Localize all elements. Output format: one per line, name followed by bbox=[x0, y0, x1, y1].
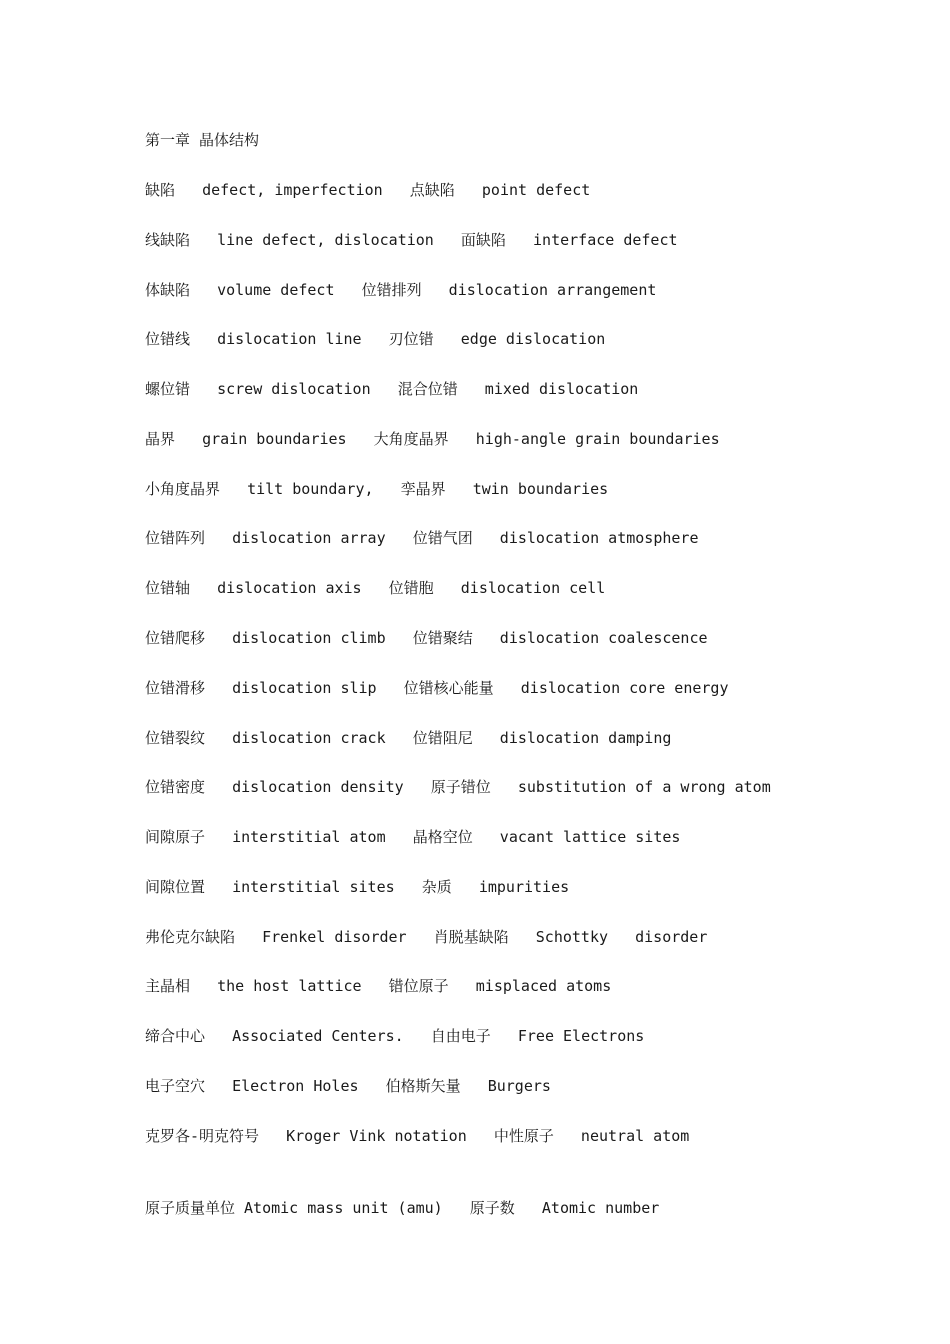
term-line: 位错阵列 dislocation array 位错气团 dislocation atmosphere bbox=[145, 529, 699, 547]
term-line-last: 原子质量单位 Atomic mass unit (amu) 原子数 Atomic number bbox=[145, 1199, 660, 1217]
term-line: 晶界 grain boundaries 大角度晶界 high-angle grain boundaries bbox=[145, 430, 720, 448]
term-line: 间隙位置 interstitial sites 杂质 impurities bbox=[145, 878, 570, 896]
term-line: 位错轴 dislocation axis 位错胞 dislocation cell bbox=[145, 579, 606, 597]
term-line: 小角度晶界 tilt boundary, 孪晶界 twin boundaries bbox=[145, 480, 609, 498]
term-line: 弗伦克尔缺陷 Frenkel disorder 肖脱基缺陷 Schottky disorder bbox=[145, 928, 708, 946]
term-line: 电子空穴 Electron Holes 伯格斯矢量 Burgers bbox=[145, 1077, 551, 1095]
term-line: 位错滑移 dislocation slip 位错核心能量 dislocation core energy bbox=[145, 679, 729, 697]
term-line: 缺陷 defect, imperfection 点缺陷 point defect bbox=[145, 181, 591, 199]
term-line: 位错密度 dislocation density 原子错位 substitution of a wrong atom bbox=[145, 778, 771, 796]
term-line: 线缺陷 line defect, dislocation 面缺陷 interface defect bbox=[145, 231, 678, 249]
term-line: 位错爬移 dislocation climb 位错聚结 dislocation coalescence bbox=[145, 629, 708, 647]
term-line: 主晶相 the host lattice 错位原子 misplaced atoms bbox=[145, 977, 612, 995]
term-line: 螺位错 screw dislocation 混合位错 mixed dislocation bbox=[145, 380, 639, 398]
term-line: 间隙原子 interstitial atom 晶格空位 vacant lattice sites bbox=[145, 828, 681, 846]
term-line: 位错线 dislocation line 刃位错 edge dislocation bbox=[145, 330, 606, 348]
term-line: 缔合中心 Associated Centers. 自由电子 Free Electrons bbox=[145, 1027, 645, 1045]
term-line: 体缺陷 volume defect 位错排列 dislocation arrangement bbox=[145, 281, 657, 299]
term-line: 位错裂纹 dislocation crack 位错阻尼 dislocation damping bbox=[145, 729, 672, 747]
chapter-title: 第一章 晶体结构 bbox=[145, 131, 260, 149]
term-line: 克罗各-明克符号 Kroger Vink notation 中性原子 neutral atom bbox=[145, 1127, 690, 1145]
